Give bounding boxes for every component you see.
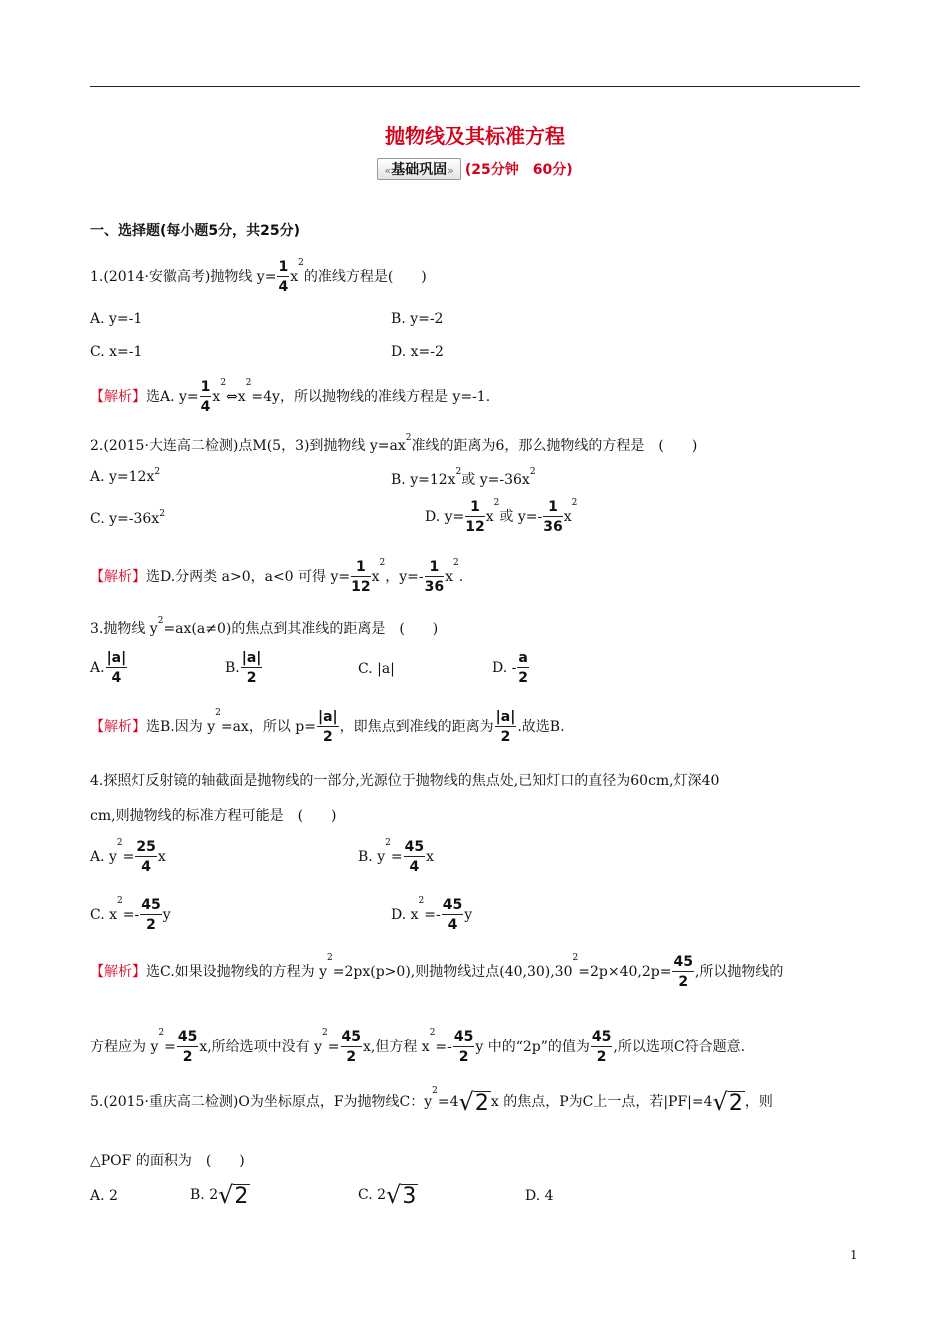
badge: «基础巩固» xyxy=(377,158,460,180)
fraction: $\frac{45}{4}$ xyxy=(442,897,463,933)
q1-option-a: A. y=-1 xyxy=(90,311,143,327)
fraction: $\frac{45}{2}$ xyxy=(673,954,693,990)
question-4-line1: 4.探照灯反射镜的轴截面是抛物线的一部分,光源位于抛物线的焦点处,已知灯口的直径为60cm,灯深40 xyxy=(90,773,720,789)
fraction: $\frac{|a|}{2}$ xyxy=(495,709,516,745)
q4-solution-line2: 方程应为 $y^2=$ $\frac{45}{2}$ x,所给选项中没有 $y^2=$ $\frac{45}{2}$ x,但方程 $x^2=-$ $\frac{45}{2}$ y 中的“2p”的值为 $\frac{45}{2}$ ,所以选项C符合题意. xyxy=(90,1028,746,1065)
q2-option-a: A. $y=12x^2$ xyxy=(90,467,161,485)
q3-solution: 【解析】选B.因为 $y^2=ax$，所以 p= $\frac{|a|}{2}$ ，即焦点到准线的距离为 $\frac{|a|}{2}$ .故选B. xyxy=(90,708,565,745)
q3-option-a: A. $\frac{|a|}{4}$ xyxy=(90,650,127,686)
fraction: $\frac{1}{36}$ xyxy=(424,559,445,595)
fraction: $\frac{1}{36}$ xyxy=(543,499,563,535)
sqrt: √2 xyxy=(218,1181,249,1209)
q1-option-c: C. x=-1 xyxy=(90,344,143,360)
question-4-line2: cm,则抛物线的标准方程可能是 ( ) xyxy=(90,808,337,824)
q5-option-b: B. 2√2 xyxy=(190,1181,249,1209)
q2-option-c: C. $y=-36x^2$ xyxy=(90,509,165,527)
q1-solution: 【解析】选A. y= $\frac{1}{4}$ $x^2\Leftrightarrow x^2=4y$，所以抛物线的准线方程是 y=-1. xyxy=(90,378,491,415)
fraction: $\frac{45}{4}$ xyxy=(404,839,425,875)
fraction: $\frac{1}{12}$ xyxy=(465,499,485,535)
fraction: $\frac{45}{2}$ xyxy=(453,1029,474,1065)
subtitle xyxy=(0,158,950,180)
q4-option-a: A. $y^2=$ $\frac{25}{4}$ x xyxy=(90,838,166,875)
header-rule xyxy=(90,86,860,87)
sqrt: √3 xyxy=(386,1181,417,1209)
q3-option-c: C. |a| xyxy=(358,661,395,677)
q5-option-c: C. 2√3 xyxy=(358,1181,417,1209)
q2-option-d: D. y= $\frac{1}{12}$ $x^2$或 y=- $\frac{1}{36}$ $x^2$ xyxy=(425,498,578,535)
q4-option-b: B. $y^2=$ $\frac{45}{4}$ x xyxy=(358,838,434,875)
fraction: $\frac{|a|}{4}$ xyxy=(106,650,127,686)
question-2: 2.(2015·大连高二检测)点M(5，3)到抛物线 $y=ax^2$准线的距离为6，那么抛物线的方程是 ( ) xyxy=(90,433,698,454)
q5-option-a: A. 2 xyxy=(90,1188,118,1204)
page-number: 1 xyxy=(850,1248,858,1262)
sqrt: √2 xyxy=(712,1088,743,1116)
question-1: 1.(2014·安徽高考)抛物线 y= $\frac{1}{4}$ $x^2$的准线方程是( ) xyxy=(90,258,427,295)
q3-option-b: B. $\frac{|a|}{2}$ xyxy=(225,650,262,686)
q2-option-b: B. $y=12x^2$或 $y=-36x^2$ xyxy=(391,467,536,488)
q2-solution: 【解析】选D.分两类 a>0，a<0 可得 y= $\frac{1}{12}$ $x^2$，y=- $\frac{1}{36}$ $x^2$. xyxy=(90,558,464,595)
fraction: $\frac{|a|}{2}$ xyxy=(241,650,262,686)
question-5-line2: △POF 的面积为 ( ) xyxy=(90,1153,245,1169)
fraction: $\frac{45}{2}$ xyxy=(177,1029,198,1065)
fraction: $\frac{1}{4}$ xyxy=(200,379,211,415)
fraction: $\frac{1}{4}$ xyxy=(278,259,289,295)
q4-option-c: C. $x^2=-$ $\frac{45}{2}$ y xyxy=(90,896,171,933)
question-5-line1: 5.(2015·重庆高二检测)O为坐标原点，F为抛物线C：$y^2=4√2$ x 的焦点，P为C上一点，若|PF|=4√2 ，则 xyxy=(90,1086,773,1116)
q4-solution-line1: 【解析】选C.如果设抛物线的方程为 $y^2=2px(p>0)$,则抛物线过点$(40,30),30^2=2p\times 40,2p=$ $\frac{45}{2}$ ,所以抛物线的 xyxy=(90,953,784,990)
q5-option-d: D. 4 xyxy=(525,1188,554,1204)
q4-option-d: D. $x^2=-$ $\frac{45}{4}$ y xyxy=(391,896,473,933)
fraction: $\frac{45}{2}$ xyxy=(341,1029,361,1065)
fraction: $\frac{1}{12}$ xyxy=(351,559,371,595)
fraction: $\frac{25}{4}$ xyxy=(136,839,156,875)
fraction: $\frac{|a|}{2}$ xyxy=(317,709,338,745)
page-title: 抛物线及其标准方程 xyxy=(385,124,565,148)
sqrt: √2 xyxy=(458,1088,489,1116)
q1-option-d: D. x=-2 xyxy=(391,344,444,360)
fraction: $\frac{a}{2}$ xyxy=(518,650,528,686)
fraction: $\frac{45}{2}$ xyxy=(141,897,161,933)
q1-option-b: B. y=-2 xyxy=(391,311,444,327)
q3-option-d: D. - $\frac{a}{2}$ xyxy=(492,650,528,686)
fraction: $\frac{45}{2}$ xyxy=(591,1029,612,1065)
section-heading: 一、选择题(每小题5分，共25分) xyxy=(90,223,301,239)
question-3: 3.抛物线 $y^2=ax(a\ne 0)$的焦点到其准线的距离是 ( ) xyxy=(90,616,439,637)
time-note: (25分钟 60分) xyxy=(464,162,573,178)
